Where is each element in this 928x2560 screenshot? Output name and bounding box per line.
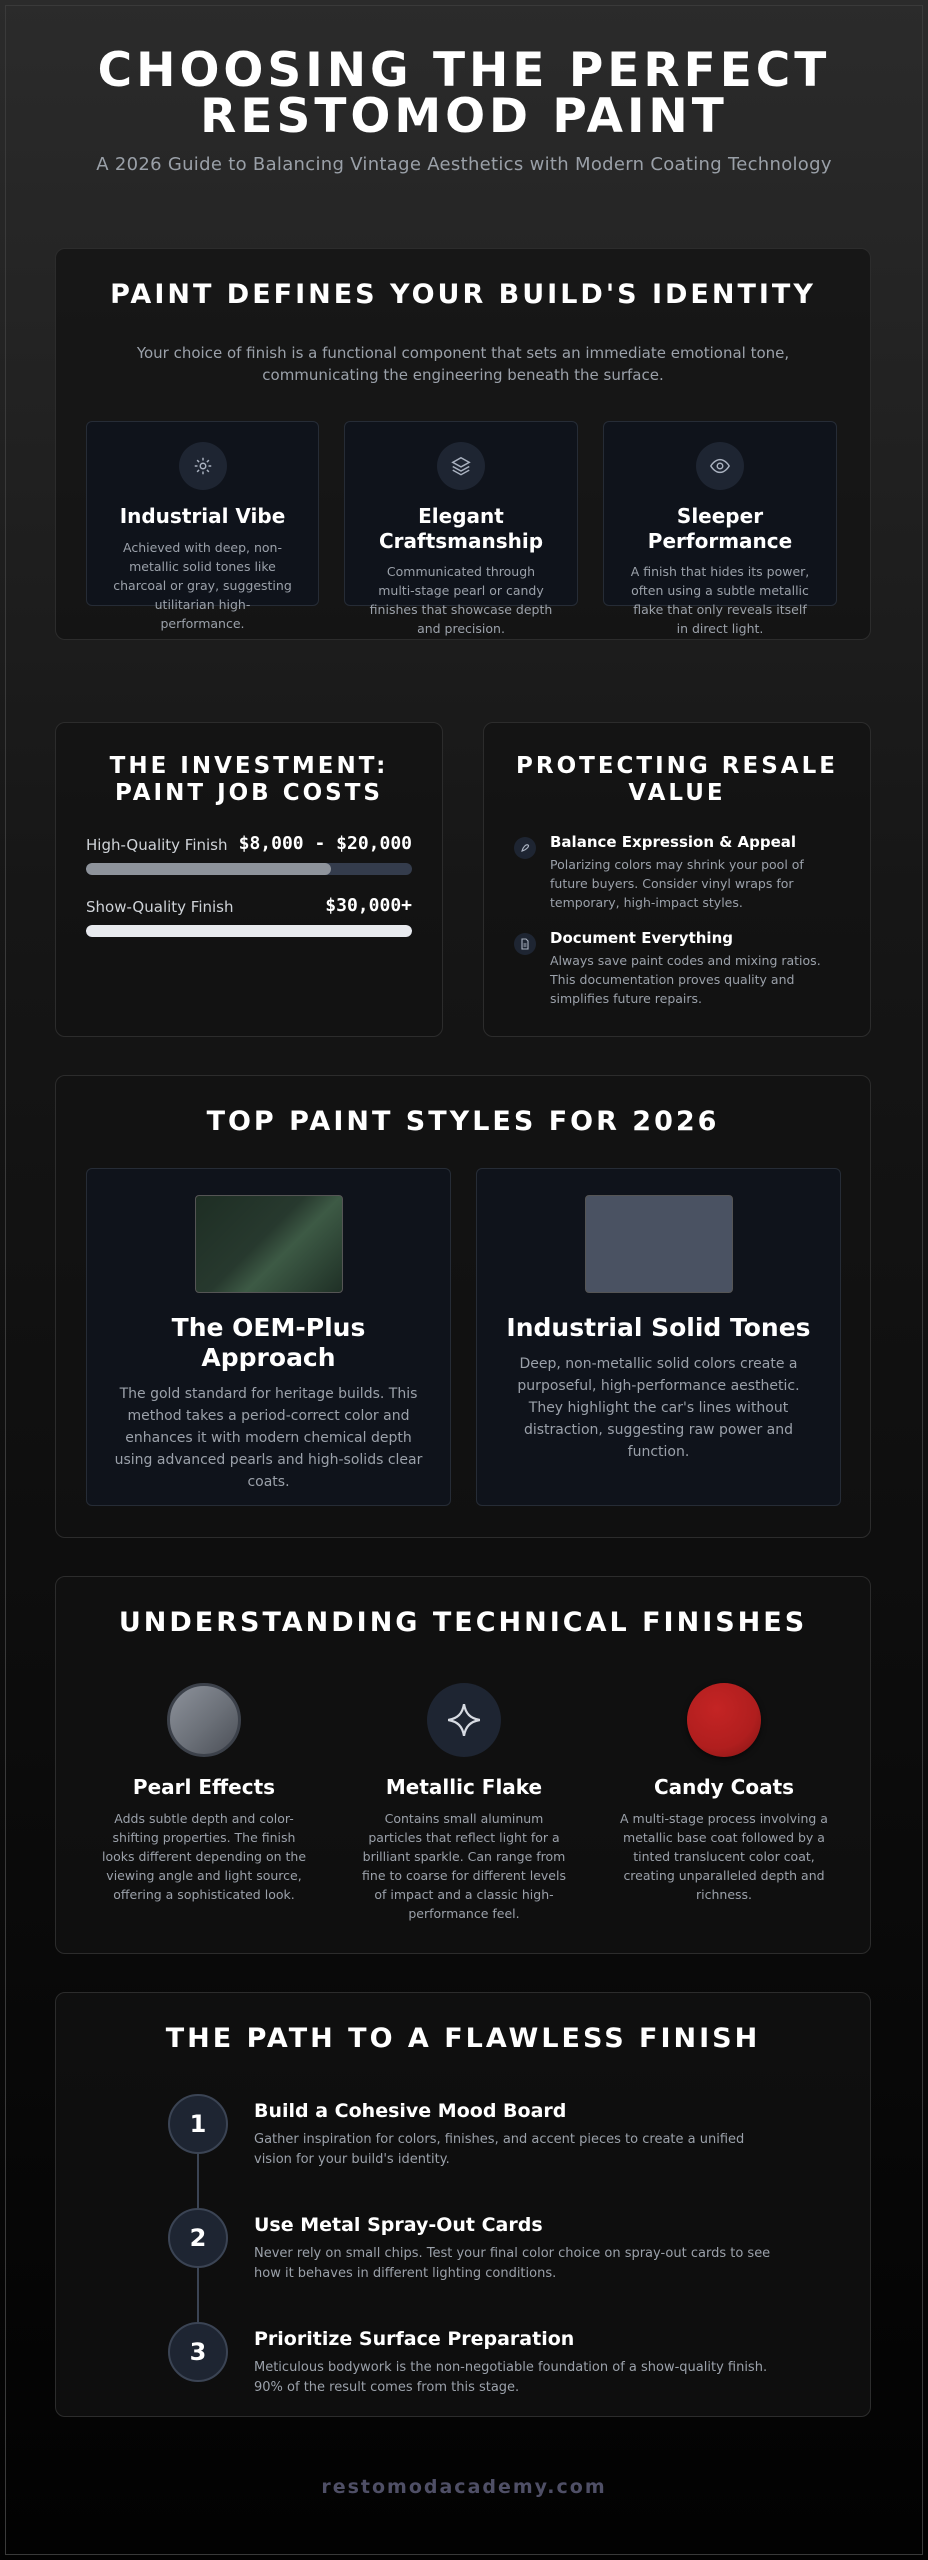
step-number: 2	[168, 2208, 228, 2268]
finish-desc: Adds subtle depth and color-shifting properties. The finish looks different depending on the viewing angle and light source, offering a sophisticated look.	[101, 1811, 307, 1902]
investment-section	[55, 722, 443, 1037]
page-header	[0, 43, 928, 175]
step-desc: Meticulous bodywork is the non-negotiable foundation of a show-quality finish. 90% of the result comes from this stage.	[254, 2360, 768, 2395]
step-desc: Gather inspiration for colors, finishes, and accent pieces to create a unified vision for your build's identity.	[254, 2132, 745, 2167]
style-card-title: Industrial Solid Tones	[506, 1313, 811, 1342]
sparkle-icon	[427, 1683, 501, 1757]
resale-item-balance	[514, 833, 834, 912]
style-card-oem-plus	[86, 1168, 451, 1506]
styles-title: TOP PAINT STYLES FOR 2026	[206, 1106, 720, 1137]
palette-icon	[514, 837, 536, 859]
card-title: Elegant Craftsmanship	[378, 504, 544, 553]
bar-track	[86, 863, 412, 875]
bar-label: Show-Quality Finish	[86, 898, 234, 916]
document-icon	[514, 933, 536, 955]
finish-title: Metallic Flake	[385, 1775, 543, 1799]
identity-title: PAINT DEFINES YOUR BUILD'S IDENTITY	[110, 279, 816, 310]
card-desc: Achieved with deep, non-metallic solid tones like charcoal or gray, suggesting utilitarian high-performance.	[113, 540, 292, 631]
cost-bar-show-quality	[86, 897, 412, 916]
step-number: 1	[168, 2094, 228, 2154]
page-subtitle: A 2026 Guide to Balancing Vintage Aesthetics with Modern Coating Technology	[96, 154, 832, 175]
resale-title: PROTECTING RESALE VALUE	[516, 753, 838, 806]
identity-card-elegant	[344, 421, 578, 636]
resale-item-title: Balance Expression & Appeal	[550, 833, 797, 851]
finish-title: Candy Coats	[653, 1775, 795, 1799]
bar-value: $8,000 - $20,000	[238, 833, 412, 854]
step-1	[168, 2094, 788, 2170]
path-title: THE PATH TO A FLAWLESS FINISH	[165, 2023, 761, 2054]
resale-item-desc: Always save paint codes and mixing ratios. This documentation proves quality and simplifies future repairs.	[550, 953, 821, 1006]
finishes-section	[55, 1576, 871, 1954]
step-title: Build a Cohesive Mood Board	[254, 2100, 567, 2122]
candy-swatch	[687, 1683, 761, 1757]
step-title: Use Metal Spray-Out Cards	[254, 2214, 543, 2236]
finish-title: Pearl Effects	[132, 1775, 276, 1799]
bar-label: High-Quality Finish	[86, 836, 228, 854]
investment-title: THE INVESTMENT: PAINT JOB COSTS	[109, 753, 389, 806]
identity-section	[55, 248, 871, 640]
pearl-swatch	[167, 1683, 241, 1757]
cost-bar-high-quality	[86, 835, 412, 854]
step-desc: Never rely on small chips. Test your final color choice on spray-out cards to see how it behaves in different lighting conditions.	[254, 2246, 771, 2281]
step-number: 3	[168, 2322, 228, 2382]
identity-intro: Your choice of finish is a functional component that sets an immediate emotional tone, communicating the engineering beneath the surface.	[136, 344, 790, 384]
finishes-title: UNDERSTANDING TECHNICAL FINISHES	[118, 1607, 808, 1638]
bar-track	[86, 925, 412, 937]
bar-value: $30,000+	[325, 895, 412, 916]
paint-swatch	[585, 1195, 733, 1293]
step-3	[168, 2322, 788, 2398]
resale-item-title: Document Everything	[550, 929, 733, 947]
styles-section	[55, 1075, 871, 1538]
resale-section	[483, 722, 871, 1037]
card-desc: A finish that hides its power, often using a subtle metallic flake that only reveals itself in direct light.	[630, 564, 810, 636]
footer-link[interactable]: restomodacademy.com	[321, 2476, 607, 2498]
style-card-desc: Deep, non-metallic solid colors create a purposeful, high-performance aesthetic. They highlight the car's lines without distraction, suggesting raw power and function.	[517, 1356, 800, 1460]
identity-card-industrial	[86, 421, 319, 631]
paint-swatch	[195, 1195, 343, 1293]
identity-card-sleeper	[603, 421, 837, 636]
step-title: Prioritize Surface Preparation	[254, 2328, 575, 2350]
style-card-desc: The gold standard for heritage builds. This method takes a period-correct color and enhances it with modern chemical depth using advanced pearls and high-solids clear coats.	[114, 1386, 423, 1490]
gear-icon	[179, 442, 227, 490]
eye-icon	[696, 442, 744, 490]
bar-fill	[86, 925, 412, 937]
finish-desc: A multi-stage process involving a metallic base coat followed by a tinted translucent color coat, creating unparalleled depth and richness.	[620, 1811, 828, 1902]
resale-item-desc: Polarizing colors may shrink your pool of future buyers. Consider vinyl wraps for temporary, high-impact styles.	[550, 857, 804, 910]
title-line-2: RESTOMOD PAINT	[200, 89, 728, 144]
resale-item-document	[514, 929, 834, 1008]
card-title: Industrial Vibe	[119, 504, 286, 528]
card-title: Sleeper Performance	[647, 504, 793, 553]
bar-fill	[86, 863, 331, 875]
finish-desc: Contains small aluminum particles that reflect light for a brilliant sparkle. Can range from fine to coarse for different levels of impact and a classic high-performance feel.	[362, 1811, 566, 1921]
style-card-industrial-solid	[476, 1168, 841, 1506]
card-desc: Communicated through multi-stage pearl or candy finishes that showcase depth and precision.	[369, 564, 553, 636]
finish-pearl	[84, 1683, 324, 1904]
step-2	[168, 2208, 788, 2284]
finish-metallic-flake	[344, 1683, 584, 1923]
finish-candy	[604, 1683, 844, 1904]
style-card-title: The OEM-Plus Approach	[171, 1313, 366, 1372]
page-title	[0, 43, 928, 144]
layers-icon	[437, 442, 485, 490]
title-line-1: CHOOSING THE PERFECT	[97, 43, 831, 98]
